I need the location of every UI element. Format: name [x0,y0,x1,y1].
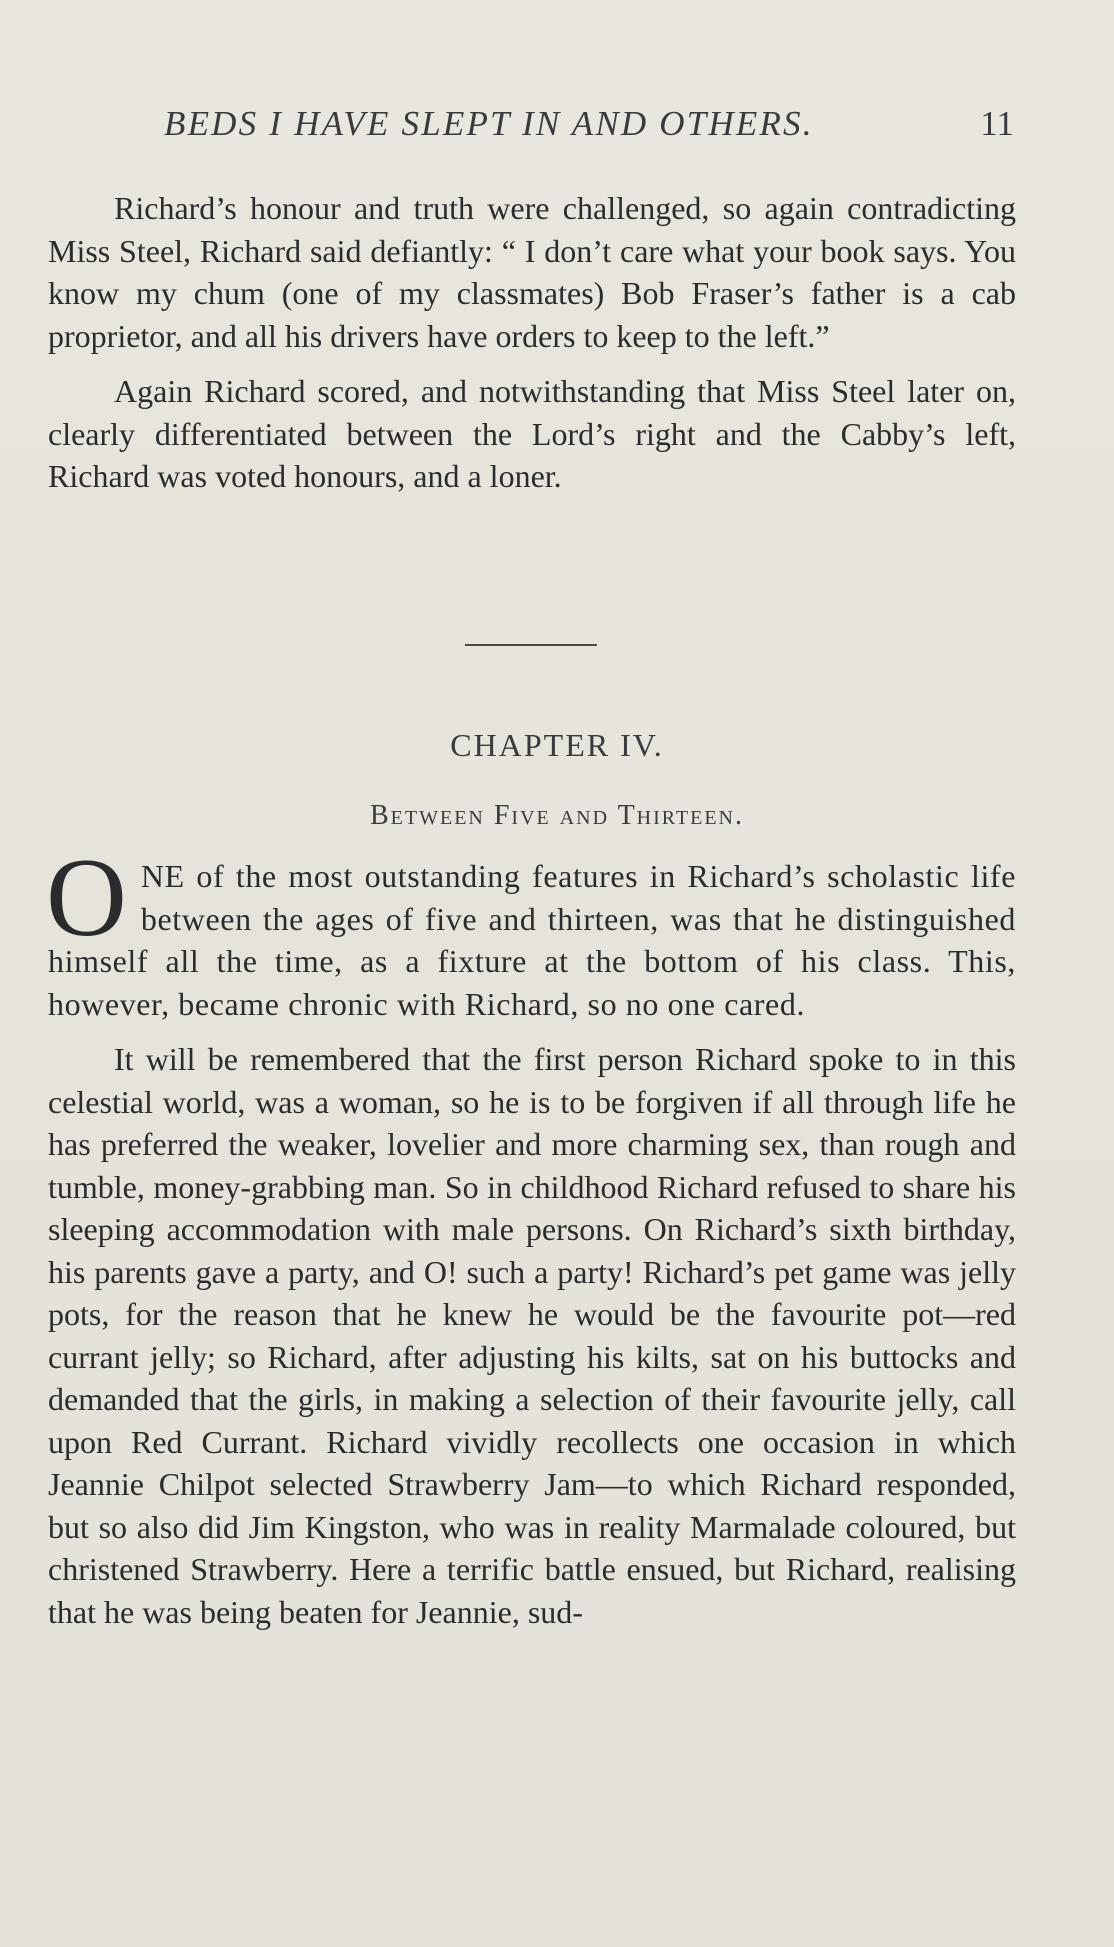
page-number: 11 [980,104,1014,143]
chapter-subtitle: Between Five and Thirteen. [369,800,745,831]
drop-cap: O [46,836,127,960]
paragraph: Richard’s honour and truth were challenged, so again contradicting Miss Steel, Richard said defiantly: “ I don’t care what your book says. You know my chum (one of my classmates) Bob Fraser’s father is a cab proprietor, and all his drivers have orders to keep to the left.” [48,190,1016,354]
chapter-title: CHAPTER IV. [450,727,664,763]
section-two-text [46,836,1016,1633]
opening-paragraph-text: NE of the most outstanding features in Richard’s scholastic life between the ages of five and thirteen, was that he distinguished himself all the time, as a fixture at the bottom of his class. This, however, became chronic with Richard, so no one cared. [48,858,1016,1022]
paragraph: Again Richard scored, and notwithstanding that Miss Steel later on, clearly differentiated between the Lord’s right and the Cabby’s left, Richard was voted honours, and a loner. [48,373,1016,494]
section-divider-rule [465,644,597,646]
opening-paragraph [46,836,1016,1025]
paragraph: It will be remembered that the first person Richard spoke to in this celestial world, was a woman, so he is to be forgiven if all through life he has preferred the weaker, lovelier and more charming sex, than rough and tumble, money-grabbing man. So in childhood Richard refused to share his sleeping accommodation with male persons. On Richard’s sixth birthday, his parents gave a party, and O! such a party! Richard’s pet game was jelly pots, for the reason that he knew he would be the favourite pot—red currant jelly; so Richard, after adjusting his kilts, sat on his buttocks and demanded that the girls, in making a selection of their favourite jelly, call upon Red Currant. Richard vividly recollects one occasion in which Jeannie Chilpot selected Strawberry Jam—to which Richard responded, but so also did Jim Kingston, who was in reality Marmalade coloured, but christened Strawberry. Here a terrific battle ensued, but Richard, realising that he was being beaten for Jeannie, sud- [48,1041,1016,1630]
section-one-text [48,187,1016,498]
running-title: BEDS I HAVE SLEPT IN AND OTHERS. [164,104,814,143]
running-head [164,104,1014,154]
